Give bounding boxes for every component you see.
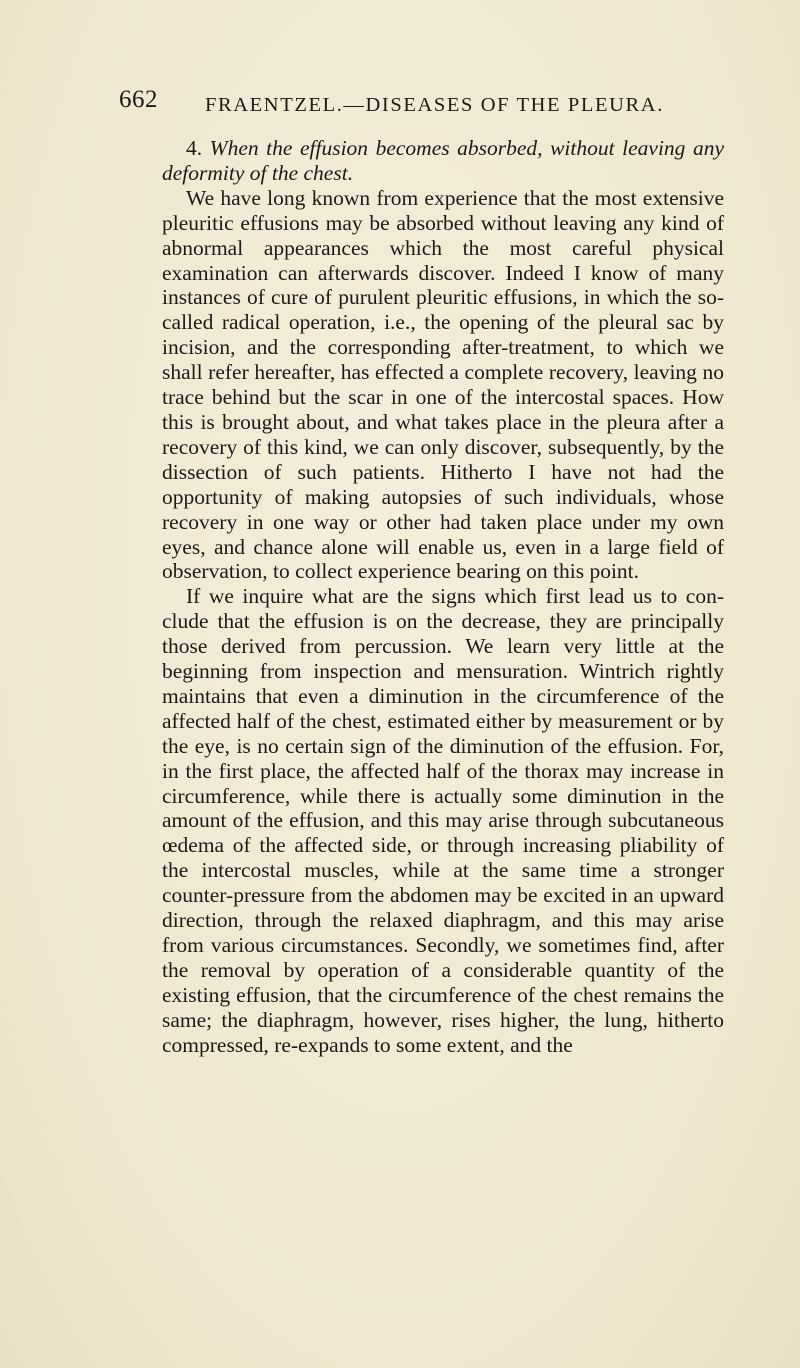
section-heading [162, 136, 724, 186]
section-title: When the effusion becomes absorbed, without leaving any deformity of the chest. [162, 136, 725, 185]
page-body [162, 136, 724, 1058]
page-number: 662 [119, 86, 158, 113]
running-head: FRAENTZEL.—DISEASES OF THE PLEURA. [205, 94, 664, 116]
section-number: 4. [186, 136, 203, 160]
paragraph: We have long known from experience that the most extensive pleuritic effusions may be absorbed without leaving any kind of abnormal appearances which the most careful physical examination can afterwards discover. Indeed I know of many instances of cure of purulent pleuritic effusions, in which the so-called radical operation, i.e., the opening of the pleural sac by incision, and the corresponding after-treatment, to which we shall refer hereafter, has effected a complete recovery, leaving no trace behind but the scar in one of the intercostal spaces. How this is brought about, and what takes place in the pleura after a recovery of this kind, we can only discover, subsequently, by the dissection of such patients. Hitherto I have not had the opportunity of making autopsies of such individuals, whose recovery in one way or other had taken place under my own eyes, and chance alone will enable us, even in a large field of observation, to collect experience bearing on this point. [162, 185, 724, 584]
paragraph: If we inquire what are the signs which first lead us to conclude that the effusion is on the decrease, they are principally those derived from percussion. We learn very little at the beginning from inspection and mensuration. Wintrich rightly maintains that even a diminution in the circumference of the affected half of the chest, estimated either by measurement or by the eye, is no certain sign of the diminution of the effusion. For, in the first place, the affected half of the thorax may increase in circumference, while there is actually some diminution in the amount of the effusion, and this may arise through subcutaneous œdema of the affected side, or through increasing pliability of the intercostal muscles, while at the same time a stronger counter-pressure from the abdomen may be excited in an upward direction, through the relaxed diaphragm, and this may arise from various circumstances. Secondly, we sometimes find, after the removal by operation of a considerable quantity of the existing effusion, that the circumference of the chest remains the same; the diaphragm, however, rises higher, the lung, hitherto compressed, re-expands to some extent, and the [162, 584, 724, 1057]
